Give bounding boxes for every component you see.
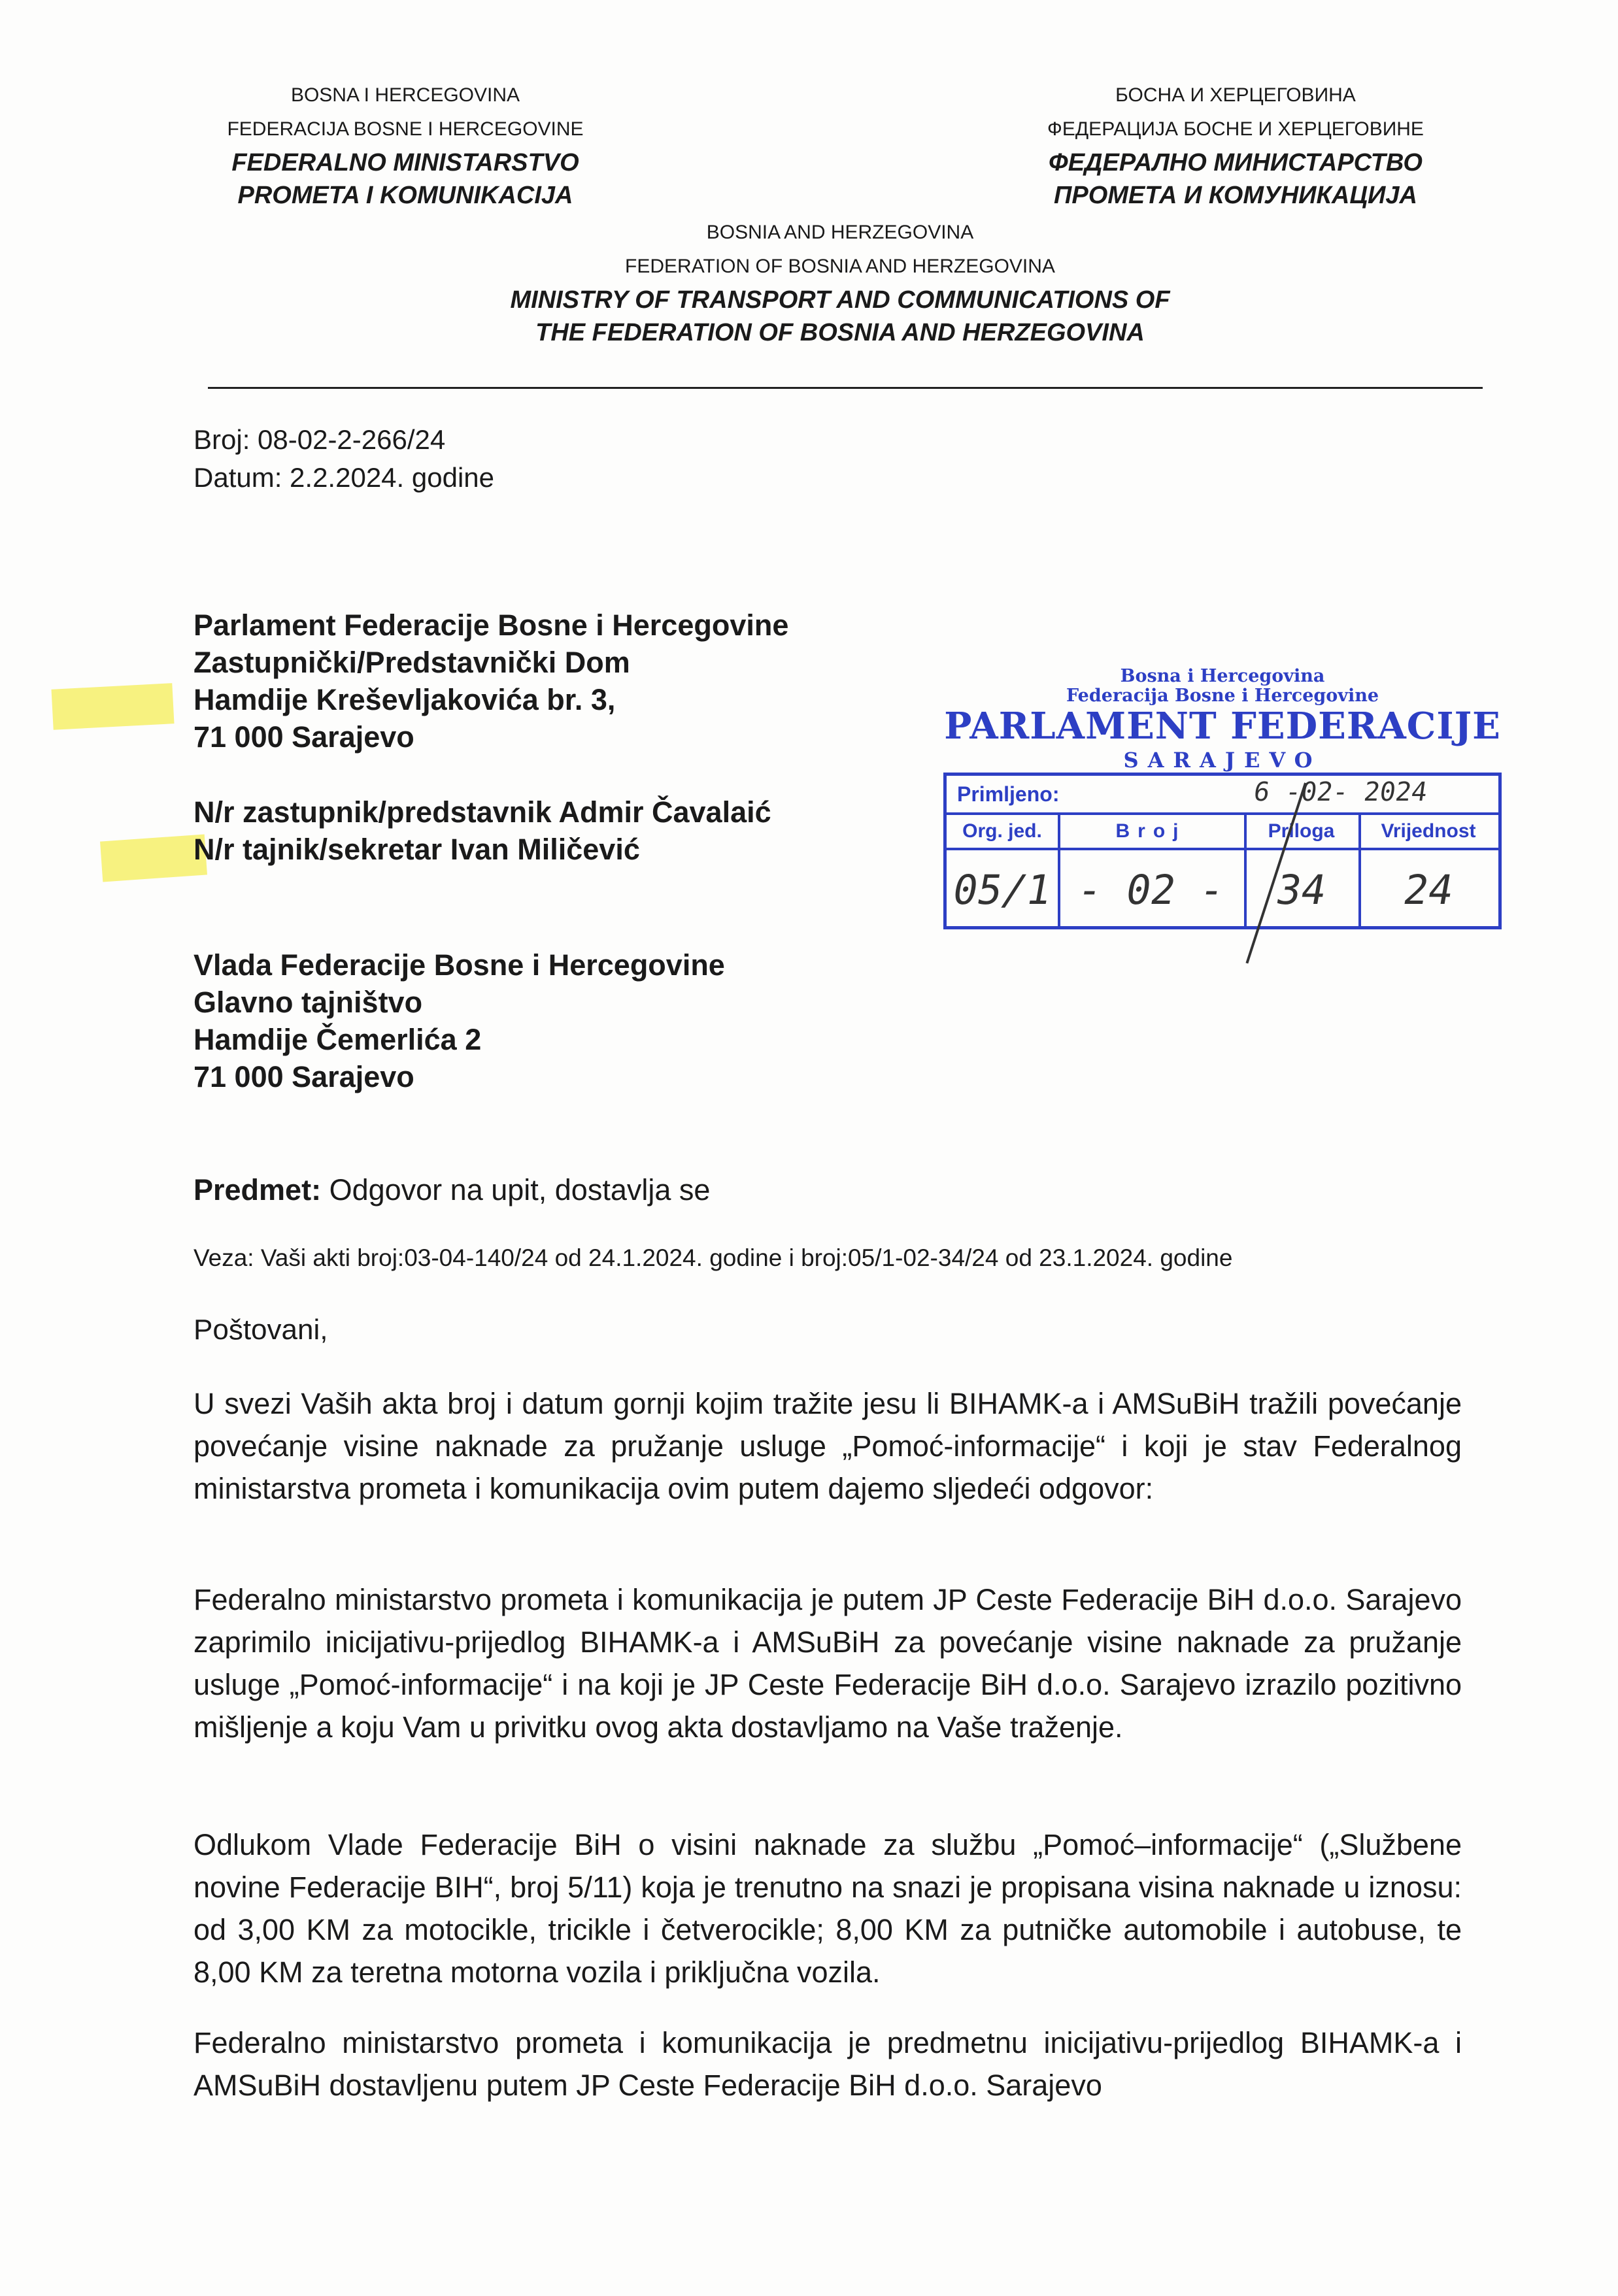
stamp-col-vrijednost: Vrijednost [1381, 820, 1476, 842]
header-right-ministry-2: ПРОМЕТА И КОМУНИКАЦИЈА [1054, 182, 1417, 209]
stamp-received-label: Primljeno: [957, 782, 1060, 806]
attention-block [194, 793, 771, 868]
stamp-city: SARAJEVO [1123, 748, 1322, 773]
header-right-federation: ФЕДЕРАЦИЈА БОСНЕ И ХЕРЦЕГОВИНЕ [1047, 118, 1424, 140]
header-left-country: BOSNA I HERCEGOVINA [290, 84, 520, 106]
stamp-institution: PARLAMENT FEDERACIJE [944, 705, 1501, 748]
stamp-col-org: Org. jed. [962, 820, 1042, 842]
reference-block [194, 421, 494, 497]
stamp-received-row [947, 776, 1498, 815]
attention-representative: N/r zastupnik/predstavnik Admir Čavalaić [194, 795, 771, 829]
header-left-federation: FEDERACIJA BOSNE I HERCEGOVINE [227, 118, 584, 140]
stamp-table [943, 773, 1502, 929]
stamp-federation: Federacija Bosne i Hercegovine [1066, 686, 1379, 706]
highlighter-mark [100, 834, 207, 882]
attention-secretary: N/r tajnik/sekretar Ivan Miličević [194, 833, 640, 866]
highlighter-mark [52, 683, 175, 730]
header-center-ministry-2: THE FEDERATION OF BOSNIA AND HERZEGOVINA [535, 319, 1145, 346]
header-right-country: БОСНА И ХЕРЦЕГОВИНА [1115, 84, 1356, 106]
body-paragraph: U svezi Vaših akta broj i datum gornji kojim tražite jesu li BIHAMK-a i AMSuBiH tražili povećanje povećanje visine naknade za pružanje usluge „Pomoć-informacije“ i koji je stav Federalnog ministarstva prometa i komunikacija ovim putem dajemo sljedeći odgovor: [194, 1387, 1462, 1505]
body-paragraph: Federalno ministarstvo prometa i komunikacija je predmetnu inicijativu-prijedlog BIHAMK-a i AMSuBiH dostavljenu putem JP Ceste Federacije BiH d.o.o. Sarajevo [194, 2026, 1462, 2102]
recipient-parliament [194, 607, 788, 756]
header-divider [208, 387, 1483, 389]
reference-date: Datum: 2.2.2024. godine [194, 462, 494, 493]
recipient-government-line: 71 000 Sarajevo [194, 1060, 414, 1093]
header-center-ministry-1: MINISTRY OF TRANSPORT AND COMMUNICATIONS OF [510, 286, 1170, 314]
stamp-val-priloga: 34 [1272, 866, 1330, 914]
body-paragraph: Odlukom Vlade Federacije BiH o visini naknade za službu „Pomoć–informacije“ („Službene novine Federacije BIH“, broj 5/11) koja je trenutno na snazi je propisana visina naknade u iznosu: od 3,00 KM za motocikle, tricikle i četverocikle; 8,00 KM za putničke automobile i autobuse, te 8,00 KM za teretna motorna vozila i priključna vozila. [194, 1828, 1462, 1989]
subject-text: Odgovor na upit, dostavlja se [321, 1173, 711, 1206]
recipient-government-line: Hamdije Čemerlića 2 [194, 1023, 482, 1056]
stamp-val-broj: - 02 - [1073, 866, 1228, 914]
recipient-parliament-line: Hamdije Kreševljakovića br. 3, [194, 683, 616, 716]
header-left [183, 78, 628, 212]
reference-number: Broj: 08-02-2-266/24 [194, 424, 446, 455]
recipient-government-line: Vlada Federacije Bosne i Hercegovine [194, 948, 725, 982]
header-left-ministry-1: FEDERALNO MINISTARSTVO [231, 149, 579, 176]
recipient-government-line: Glavno tajništvo [194, 986, 423, 1019]
subject-label: Predmet: [194, 1173, 322, 1206]
header-center-country: BOSNIA AND HERZEGOVINA [706, 222, 974, 243]
header-right-ministry-1: ФЕДЕРАЛНО МИНИСТАРСТВО [1049, 149, 1423, 176]
stamp-country: Bosna i Hercegovina [1120, 666, 1325, 686]
header-right [1000, 78, 1471, 212]
recipient-parliament-line: Parlament Federacije Bosne i Hercegovine [194, 608, 789, 642]
stamp-col-priloga: Priloga [1268, 820, 1335, 842]
greeting: Poštovani, [194, 1314, 328, 1346]
header-center-federation: FEDERATION OF BOSNIA AND HERZEGOVINA [625, 256, 1055, 277]
received-stamp [938, 660, 1507, 967]
stamp-col-broj: Broj [1115, 820, 1187, 842]
recipient-government [194, 946, 725, 1095]
recipient-parliament-line: 71 000 Sarajevo [194, 720, 414, 754]
recipient-parliament-line: Zastupnički/Predstavnički Dom [194, 646, 630, 679]
stamp-received-date: 6 -02- 2024 [1251, 777, 1430, 807]
header-center [425, 216, 1255, 349]
stamp-val-org: 05/1 [949, 866, 1056, 914]
reference-link: Veza: Vaši akti broj:03-04-140/24 od 24.1.2024. godine i broj:05/1-02-34/24 od 23.1.2024. godine [194, 1244, 1233, 1271]
subject-line [194, 1171, 710, 1209]
stamp-val-vrijednost: 24 [1400, 866, 1457, 914]
header-left-ministry-2: PROMETA I KOMUNIKACIJA [237, 182, 573, 209]
body-paragraph: Federalno ministarstvo prometa i komunikacija je putem JP Ceste Federacije BiH d.o.o. Sarajevo zaprimilo inicijativu-prijedlog BIHAMK-a i AMSuBiH za povećanje visine naknade za pružanje usluge „Pomoć-informacije“ i na koji je JP Ceste Federacije BiH d.o.o. Sarajevo izrazilo pozitivno mišljenje a koju Vam u privitku ovog akta dostavljamo na Vaše traženje. [194, 1583, 1462, 1744]
